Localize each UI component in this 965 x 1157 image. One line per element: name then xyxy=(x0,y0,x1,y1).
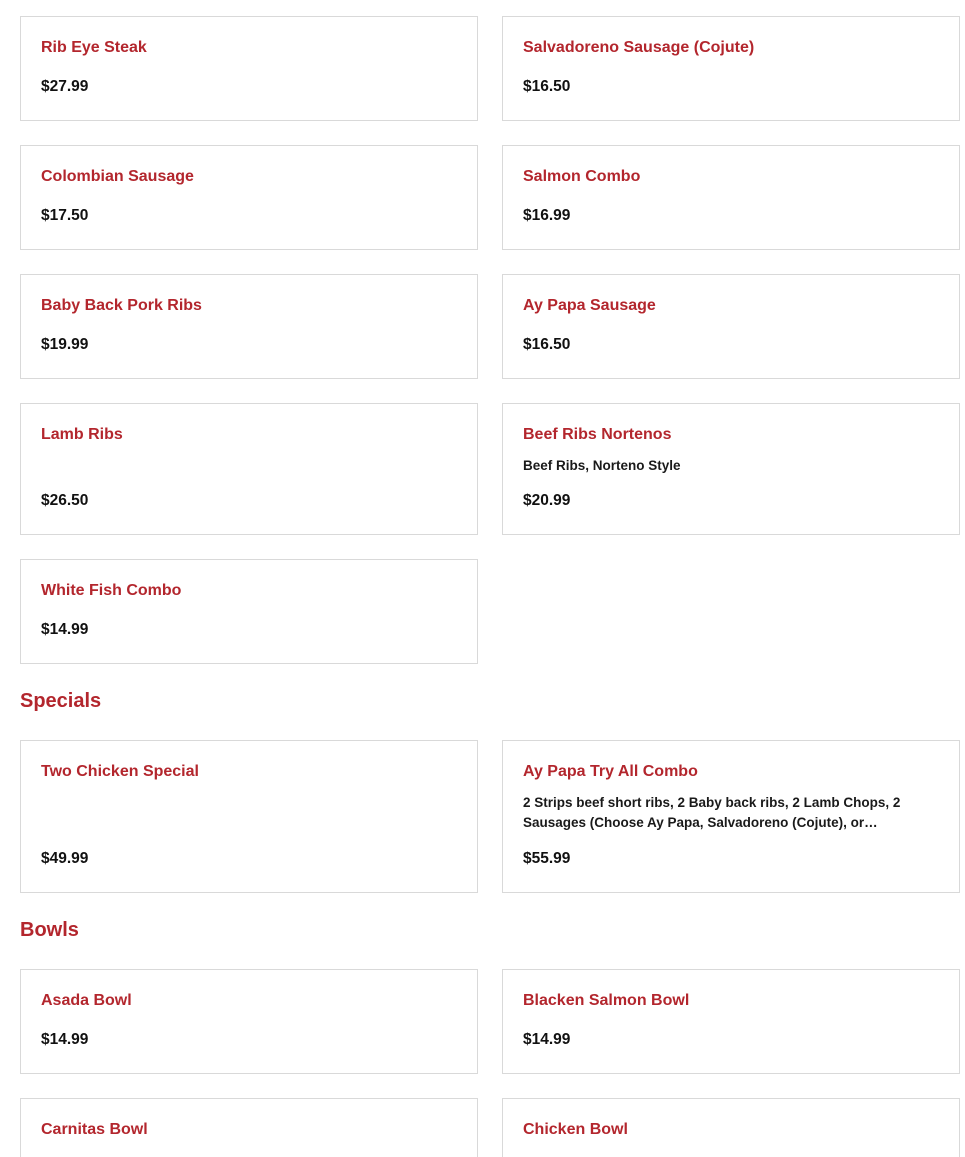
menu-item-card[interactable] xyxy=(20,274,478,379)
menu-item-card[interactable] xyxy=(20,145,478,250)
menu-item-card[interactable] xyxy=(20,1098,478,1157)
item-name: Salvadoreno Sausage (Cojute) xyxy=(523,39,755,56)
item-name: Asada Bowl xyxy=(41,992,132,1009)
menu-item-card[interactable] xyxy=(20,969,478,1074)
item-price: $16.50 xyxy=(523,336,571,353)
item-name: Rib Eye Steak xyxy=(41,39,147,56)
item-price: $14.99 xyxy=(41,621,89,638)
item-price: $19.99 xyxy=(41,336,89,353)
item-name: Two Chicken Special xyxy=(41,763,199,780)
item-name: Lamb Ribs xyxy=(41,426,123,443)
item-price: $16.50 xyxy=(523,78,571,95)
menu-item-card[interactable] xyxy=(502,16,960,121)
menu-item-card[interactable] xyxy=(502,274,960,379)
item-name: Colombian Sausage xyxy=(41,168,194,185)
menu-item-card[interactable] xyxy=(20,403,478,535)
item-description: Beef Ribs, Norteno Style xyxy=(523,458,681,473)
menu-item-card[interactable] xyxy=(20,16,478,121)
menu-item-card[interactable] xyxy=(502,740,960,893)
item-name: Ay Papa Sausage xyxy=(523,297,656,314)
item-price: $14.99 xyxy=(523,1031,571,1048)
item-name: Baby Back Pork Ribs xyxy=(41,297,202,314)
section-title-specials: Specials xyxy=(20,690,102,712)
menu-item-card[interactable] xyxy=(502,1098,960,1157)
item-price: $16.99 xyxy=(523,207,571,224)
item-name: Salmon Combo xyxy=(523,168,641,185)
section-title-bowls: Bowls xyxy=(20,919,79,941)
item-price: $49.99 xyxy=(41,850,89,867)
item-name: Beef Ribs Nortenos xyxy=(523,426,672,443)
item-price: $55.99 xyxy=(523,850,571,867)
menu-item-card[interactable] xyxy=(502,145,960,250)
item-price: $27.99 xyxy=(41,78,89,95)
item-name: White Fish Combo xyxy=(41,582,182,599)
item-description: 2 Strips beef short ribs, 2 Baby back ribs, 2 Lamb Chops, 2 Sausages (Choose Ay Papa, Salvadoreno (Cojute), or… xyxy=(523,795,901,830)
item-price: $26.50 xyxy=(41,492,89,509)
item-name: Blacken Salmon Bowl xyxy=(523,992,690,1009)
item-price: $20.99 xyxy=(523,492,571,509)
item-name: Chicken Bowl xyxy=(523,1121,628,1138)
menu-item-card[interactable] xyxy=(502,969,960,1074)
item-name: Ay Papa Try All Combo xyxy=(523,763,698,780)
item-price: $14.99 xyxy=(41,1031,89,1048)
item-price: $17.50 xyxy=(41,207,89,224)
menu-item-card[interactable] xyxy=(20,740,478,893)
menu-item-card[interactable] xyxy=(502,403,960,535)
menu-item-card[interactable] xyxy=(20,559,478,664)
item-name: Carnitas Bowl xyxy=(41,1121,148,1138)
